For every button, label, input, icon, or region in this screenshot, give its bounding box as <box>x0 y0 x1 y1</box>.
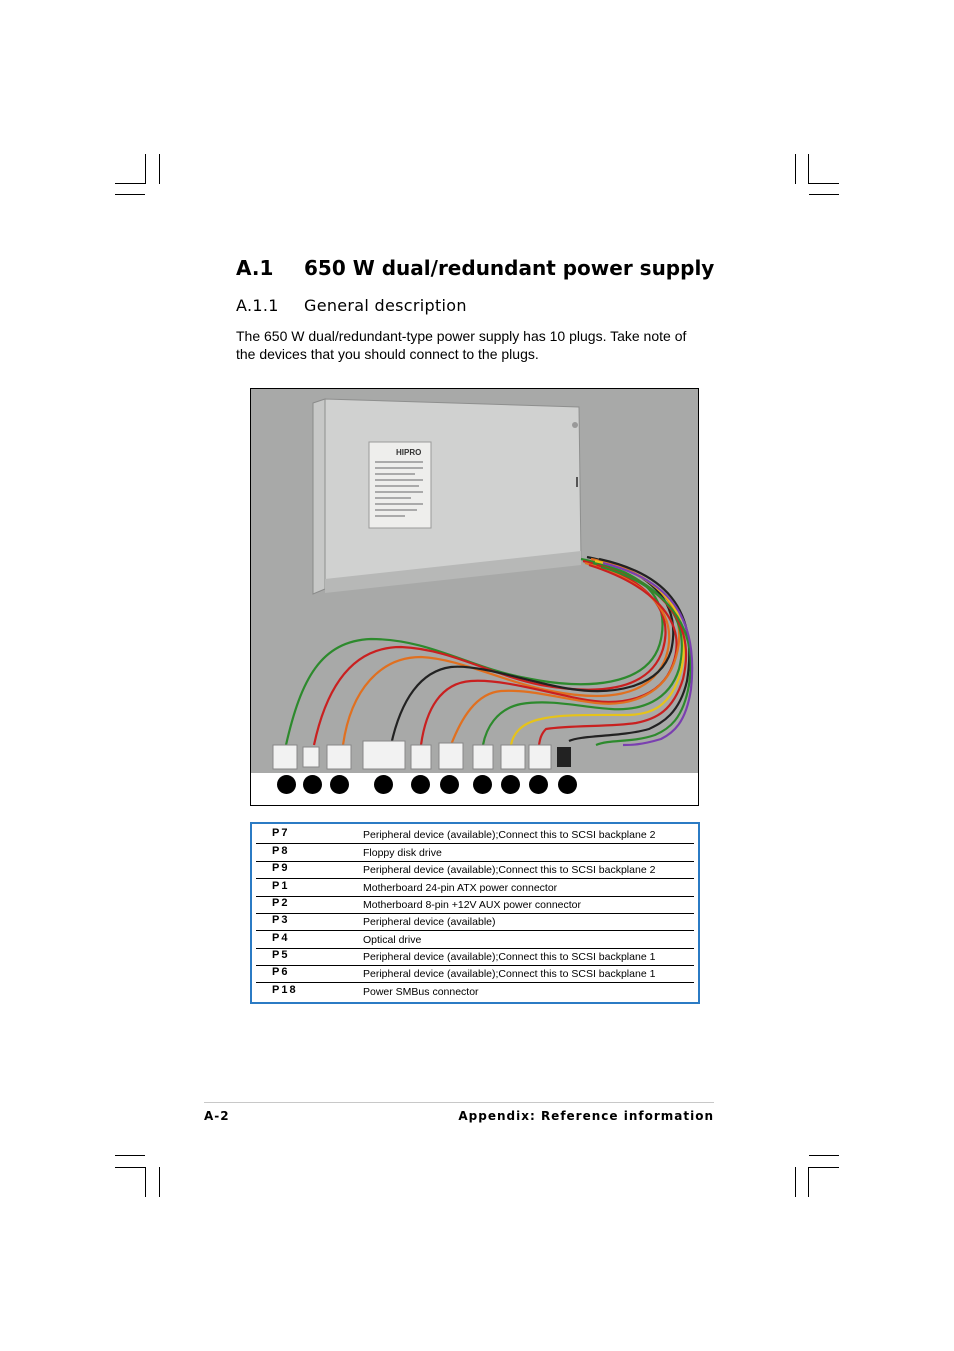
crop-mark <box>795 1167 796 1197</box>
table-row <box>256 826 694 844</box>
plug-marker <box>303 775 322 794</box>
section-title-text: 650 W dual/redundant power supply <box>304 256 715 280</box>
plug-marker <box>330 775 349 794</box>
plug-description: Motherboard 24-pin ATX power connector <box>363 882 558 894</box>
table-row <box>256 844 694 862</box>
plug-marker <box>529 775 548 794</box>
plug-label: P2 <box>272 897 290 909</box>
intro-paragraph: The 650 W dual/redundant-type power supply has 10 plugs. Take note of the devices that you should connect to the plugs. <box>236 328 687 362</box>
crop-mark <box>115 183 145 184</box>
plug-label: P9 <box>272 862 290 874</box>
power-supply-photo <box>250 388 699 806</box>
plug-label: P6 <box>272 966 290 978</box>
table-row <box>256 913 694 931</box>
plug-marker <box>558 775 577 794</box>
power-supply-illustration <box>251 389 698 805</box>
plug-description: Peripheral device (available) <box>363 916 496 928</box>
section-number: A.1 <box>236 256 274 280</box>
crop-mark <box>809 1155 839 1156</box>
table-row <box>256 983 694 1000</box>
plug-label: P5 <box>272 949 290 961</box>
plug-description: Motherboard 8-pin +12V AUX power connector <box>363 899 582 911</box>
crop-mark <box>145 1167 146 1197</box>
plug-description: Peripheral device (available);Connect this to SCSI backplane 1 <box>363 968 656 980</box>
plug-label: P7 <box>272 827 290 839</box>
page-number: A-2 <box>204 1109 230 1123</box>
subsection-title-text: General description <box>304 296 467 315</box>
plug-label: P3 <box>272 914 290 926</box>
table-row <box>256 879 694 897</box>
plug-marker <box>501 775 520 794</box>
table-row <box>256 948 694 966</box>
plug-marker <box>473 775 492 794</box>
crop-mark <box>115 1155 145 1156</box>
plug-marker <box>374 775 393 794</box>
crop-mark <box>808 1167 809 1197</box>
crop-mark <box>115 1167 145 1168</box>
table-row <box>256 896 694 914</box>
plug-label: P4 <box>272 932 290 944</box>
crop-mark <box>809 183 839 184</box>
crop-mark <box>809 194 839 195</box>
plug-description: Floppy disk drive <box>363 847 442 859</box>
table-row <box>256 931 694 949</box>
plug-description: Power SMBus connector <box>363 986 479 998</box>
footer-rule <box>204 1102 714 1103</box>
table-row <box>256 965 694 983</box>
plug-description: Peripheral device (available);Connect this to SCSI backplane 2 <box>363 829 656 841</box>
crop-mark <box>808 154 809 184</box>
crop-mark <box>795 154 796 184</box>
plug-description: Peripheral device (available);Connect this to SCSI backplane 1 <box>363 951 656 963</box>
crop-mark <box>115 194 145 195</box>
brand-label: HIPRO <box>396 448 422 457</box>
crop-mark <box>809 1167 839 1168</box>
plug-marker <box>440 775 459 794</box>
section-title <box>236 256 714 280</box>
subsection-title <box>236 296 467 315</box>
plug-table <box>250 822 700 1004</box>
plug-description: Peripheral device (available);Connect this to SCSI backplane 2 <box>363 864 656 876</box>
plug-label: P1 <box>272 880 290 892</box>
plug-label: P18 <box>272 984 298 996</box>
table-row <box>256 861 694 879</box>
crop-mark <box>159 154 160 184</box>
crop-mark <box>159 1167 160 1197</box>
subsection-number: A.1.1 <box>236 296 279 315</box>
plug-marker <box>277 775 296 794</box>
plug-label: P8 <box>272 845 290 857</box>
plug-marker <box>411 775 430 794</box>
footer-chapter: Appendix: Reference information <box>458 1109 714 1123</box>
plug-description: Optical drive <box>363 934 422 946</box>
crop-mark <box>145 154 146 184</box>
